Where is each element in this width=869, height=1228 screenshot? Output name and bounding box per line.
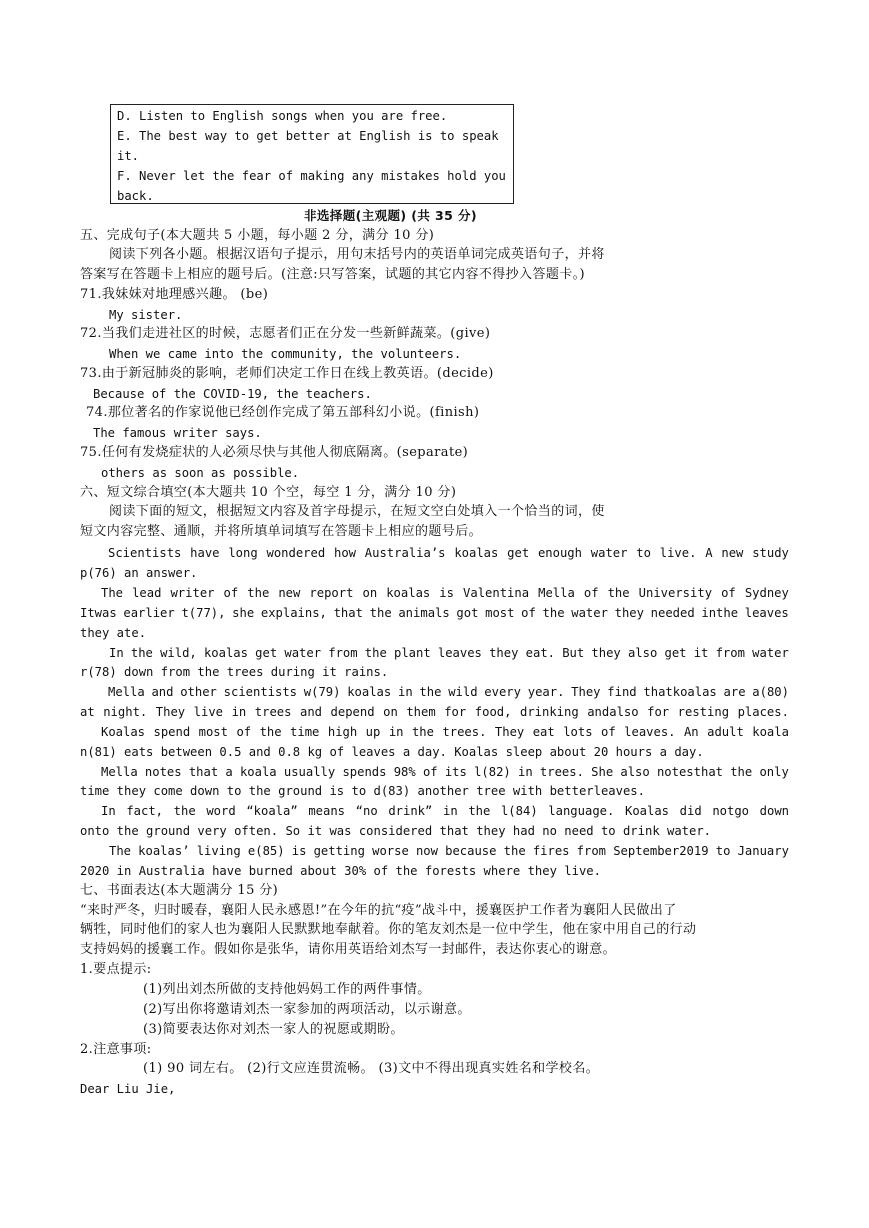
answer-stem-71: My sister. — [109, 308, 183, 322]
passage-line: time they come down to the ground is to d(83) another tree with betterleaves. — [80, 784, 645, 798]
option-d: D. Listen to English songs when you are free. — [117, 109, 448, 123]
point-item: (1)列出刘杰所做的支持他妈妈工作的两件事情。 — [143, 982, 431, 997]
option-f-cont: back. — [117, 189, 154, 203]
passage-line: The lead writer of the new report on koalas is Valentina Mella of the University of Sydney — [101, 586, 789, 600]
section6-heading: 六、短文综合填空(本大题共 10 个空，每空 1 分，满分 10 分) — [80, 485, 457, 500]
letter-salutation: Dear Liu Jie, — [80, 1082, 176, 1096]
section7-heading: 七、书面表达(本大题满分 15 分) — [80, 883, 279, 898]
passage-line: Scientists have long wondered how Australia’s koalas get enough water to live. A new study — [108, 546, 789, 560]
question-73: 73.由于新冠肺炎的影响，老师们决定工作日在线上教英语。(decide) — [80, 366, 494, 381]
section6-instruction-1: 阅读下面的短文，根据短文内容及首字母提示，在短文空白处填入一个恰当的词，使 — [109, 504, 605, 519]
notes-text: (1) 90 词左右。 (2)行文应连贯流畅。 (3)文中不得出现真实姓名和学校名。 — [143, 1061, 600, 1076]
answer-stem-74: The famous writer says. — [93, 426, 262, 440]
passage-line: In fact, the word “koala” means “no drink” in the l(84) language. Koalas did notgo down — [101, 804, 789, 818]
question-72: 72.当我们走进社区的时候，志愿者们正在分发一些新鲜蔬菜。(give) — [80, 326, 491, 341]
question-74: 74.那位著名的作家说他已经创作完成了第五部科幻小说。(finish) — [86, 405, 480, 420]
passage-line: The koalas’ living e(85) is getting worse now because the fires from September2019 to January — [109, 844, 789, 858]
points-heading: 1.要点提示: — [80, 962, 152, 977]
option-f: F. Never let the fear of making any mistakes hold you — [117, 169, 506, 183]
answer-stem-72: When we came into the community, the volunteers. — [109, 347, 462, 361]
option-e: E. The best way to get better at English is to speak — [117, 129, 499, 143]
passage-line: r(78) down from the trees during it rains. — [80, 665, 389, 679]
passage-line: they ate. — [80, 626, 147, 640]
section5-instruction-1: 阅读下列各小题。根据汉语句子提示，用句末括号内的英语单词完成英语句子，并将 — [109, 247, 605, 262]
passage-line: In the wild, koalas get water from the plant leaves they eat. But they also get it from water — [109, 646, 789, 660]
passage-line: onto the ground very often. So it was considered that they had no need to drink water. — [80, 824, 712, 838]
section5-instruction-2: 答案写在答题卡上相应的题号后。(注意:只写答案，试题的其它内容不得抄入答题卡。) — [80, 267, 586, 282]
answer-stem-73: Because of the COVID-19, the teachers. — [93, 387, 372, 401]
passage-line: n(81) eats between 0.5 and 0.8 kg of leaves a day. Koalas sleep about 20 hours a day. — [80, 745, 704, 759]
passage-line: Itwas earlier t(77), she explains, that the animals got most of the water they needed inthe leaves — [80, 606, 789, 620]
section6-instruction-2: 短文内容完整、通顺，并将所填单词填写在答题卡上相应的题号后。 — [80, 524, 483, 539]
point-item: (2)写出你将邀请刘杰一家参加的两项活动，以示谢意。 — [143, 1002, 471, 1017]
writing-prompt-line: “来时严冬，归时暖春，襄阳人民永感恩!”在今年的抗“疫”战斗中，援襄医护工作者为襄阳人民做出了 — [80, 903, 677, 918]
question-71: 71.我妹妹对地理感兴趣。 (be) — [80, 287, 269, 302]
writing-prompt-line: 辆牲，同时他们的家人也为襄阳人民默默地奉献着。你的笔友刘杰是一位中学生，他在家中用自己的行动 — [80, 922, 697, 937]
passage-line: 2020 in Australia have burned about 30% of the forests where they live. — [80, 864, 601, 878]
notes-heading: 2.注意事项: — [80, 1042, 152, 1057]
question-75: 75.任何有发烧症状的人必须尽快与其他人彻底隔离。(separate) — [80, 445, 469, 460]
point-item: (3)简要表达你对刘杰一家人的祝愿或期盼。 — [143, 1022, 404, 1037]
passage-line: Mella notes that a koala usually spends 98% of its l(82) in trees. She also notesthat the only — [101, 765, 789, 779]
writing-prompt-line: 支持妈妈的援襄工作。假如你是张华，请你用英语给刘杰写一封邮件，表达你衷心的谢意。 — [80, 942, 617, 957]
passage-line: Mella and other scientists w(79) koalas in the wild every year. They find thatkoalas are a(80) — [108, 685, 789, 699]
answer-stem-75: others as soon as possible. — [101, 466, 300, 480]
part-title: 非选择题(主观题) (共 35 分) — [304, 208, 478, 223]
passage-line: p(76) an answer. — [80, 566, 198, 580]
section5-heading: 五、完成句子(本大题共 5 小题，每小题 2 分，满分 10 分) — [80, 228, 435, 243]
option-e-cont: it. — [117, 149, 140, 163]
passage-line: Koalas spend most of the time high up in the trees. They eat lots of leaves. An adult koala — [101, 725, 789, 739]
passage-line: at night. They live in trees and depend on them for food, drinking andalso for resting places. — [80, 705, 789, 719]
